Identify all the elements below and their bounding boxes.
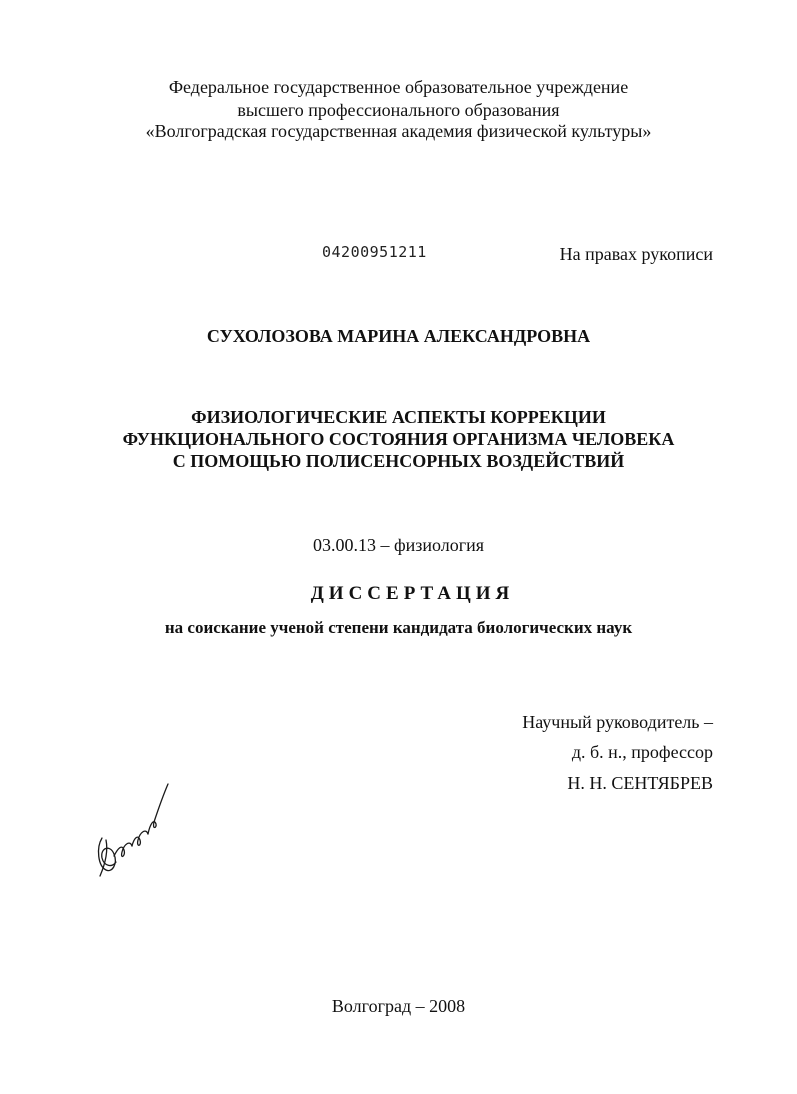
city-year: Волгоград – 2008	[331, 996, 466, 1016]
manuscript-rights-label: На правах рукописи	[559, 244, 713, 264]
degree-subtitle: на соискание ученой степени кандидата биологических наук	[164, 618, 633, 637]
thesis-title-line-3: С ПОМОЩЬЮ ПОЛИСЕНСОРНЫХ ВОЗДЕЙСТВИЙ	[172, 451, 625, 471]
supervisor-role: Научный руководитель –	[522, 712, 713, 732]
specialty-code: 03.00.13 – физиология	[312, 535, 485, 555]
archive-stamp-number: 04200951211	[322, 243, 427, 261]
thesis-title-line-1: ФИЗИОЛОГИЧЕСКИЕ АСПЕКТЫ КОРРЕКЦИИ	[191, 407, 606, 427]
handwritten-signature	[92, 778, 172, 878]
thesis-title-line-2: ФУНКЦИОНАЛЬНОГО СОСТОЯНИЯ ОРГАНИЗМА ЧЕЛОВЕКА	[122, 429, 675, 449]
supervisor-name: Н. Н. СЕНТЯБРЕВ	[567, 773, 713, 793]
institution-line-1: Федеральное государственное образовательное учреждение	[168, 77, 629, 97]
institution-line-2: высшего профессионального образования	[237, 100, 560, 120]
supervisor-rank: д. б. н., профессор	[571, 742, 713, 762]
document-type-heading: ДИССЕРТАЦИЯ	[310, 583, 515, 604]
author-name: СУХОЛОЗОВА МАРИНА АЛЕКСАНДРОВНА	[206, 326, 591, 346]
institution-line-3: «Волгоградская государственная академия физической культуры»	[145, 121, 652, 141]
